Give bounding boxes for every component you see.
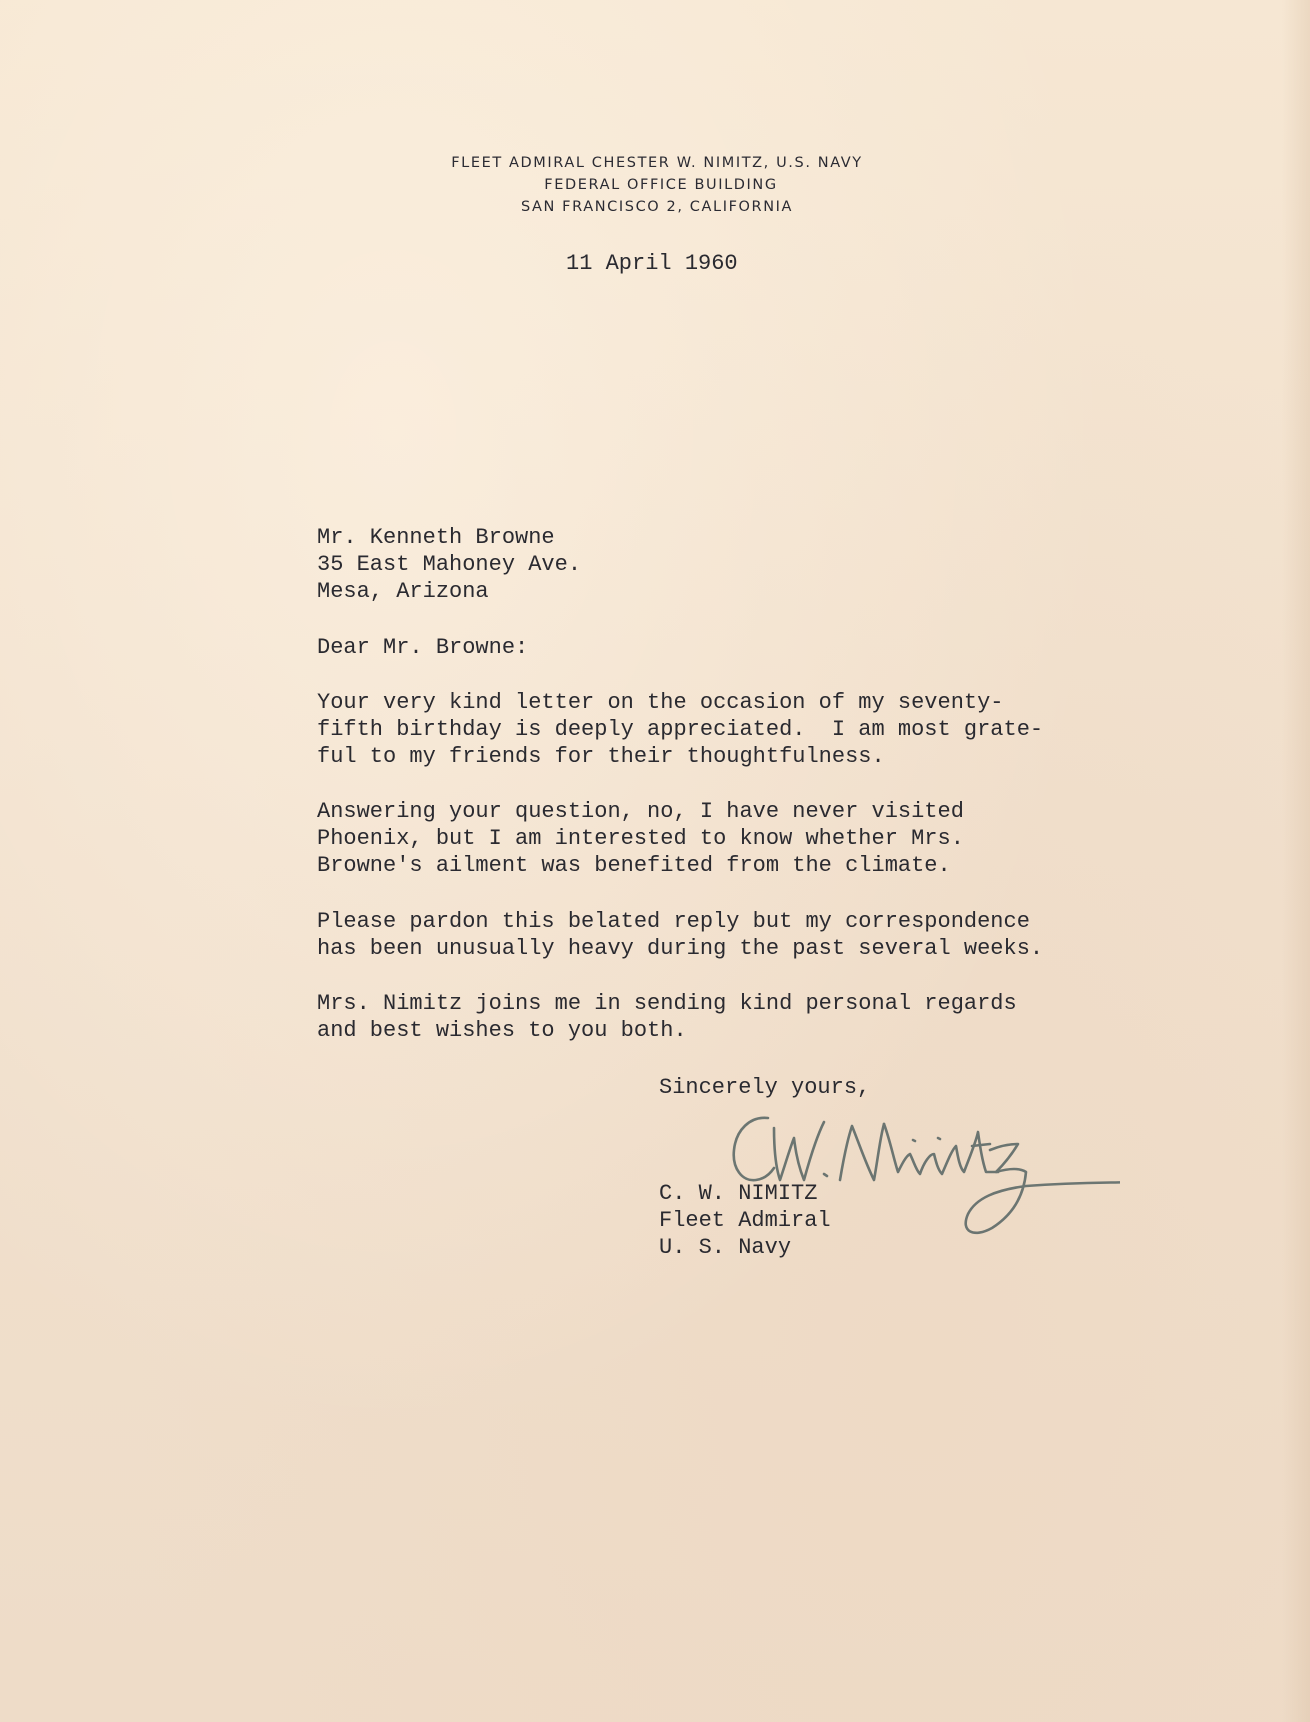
paragraph-2-line-2: Phoenix, but I am interested to know whether Mrs. [317, 826, 964, 851]
letterhead-line-1: FLEET ADMIRAL CHESTER W. NIMITZ, U.S. NAVY [451, 155, 863, 171]
paragraph-2-line-3: Browne's ailment was benefited from the climate. [317, 853, 951, 878]
paragraph-3-line-2: has been unusually heavy during the past several weeks. [317, 936, 1044, 961]
salutation: Dear Mr. Browne: [317, 635, 529, 660]
letterhead-line-2: FEDERAL OFFICE BUILDING [544, 177, 778, 193]
closing: Sincerely yours, [659, 1075, 871, 1100]
paragraph-1-line-3: ful to my friends for their thoughtfulness. [317, 744, 885, 769]
recipient-street: 35 East Mahoney Ave. [317, 552, 582, 577]
letter-date: 11 April 1960 [566, 251, 738, 276]
handwritten-signature [720, 1110, 1120, 1250]
signature-service: U. S. Navy [659, 1235, 792, 1260]
recipient-name: Mr. Kenneth Browne [317, 525, 555, 550]
paragraph-2-line-1: Answering your question, no, I have never visited [317, 799, 964, 824]
signature-rank: Fleet Admiral [659, 1208, 831, 1233]
letterhead-line-3: SAN FRANCISCO 2, CALIFORNIA [520, 199, 794, 215]
paragraph-1-line-1: Your very kind letter on the occasion of my seventy- [317, 690, 1004, 715]
paragraph-4-line-2: and best wishes to you both. [317, 1018, 687, 1043]
signature-name: C. W. NIMITZ [659, 1181, 818, 1206]
paragraph-1-line-2: fifth birthday is deeply appreciated. I am most grate- [317, 717, 1044, 742]
paragraph-3-line-1: Please pardon this belated reply but my correspondence [317, 909, 1030, 934]
recipient-city: Mesa, Arizona [317, 579, 489, 604]
paper-edge [1282, 0, 1310, 1722]
paragraph-4-line-1: Mrs. Nimitz joins me in sending kind personal regards [317, 991, 1017, 1016]
